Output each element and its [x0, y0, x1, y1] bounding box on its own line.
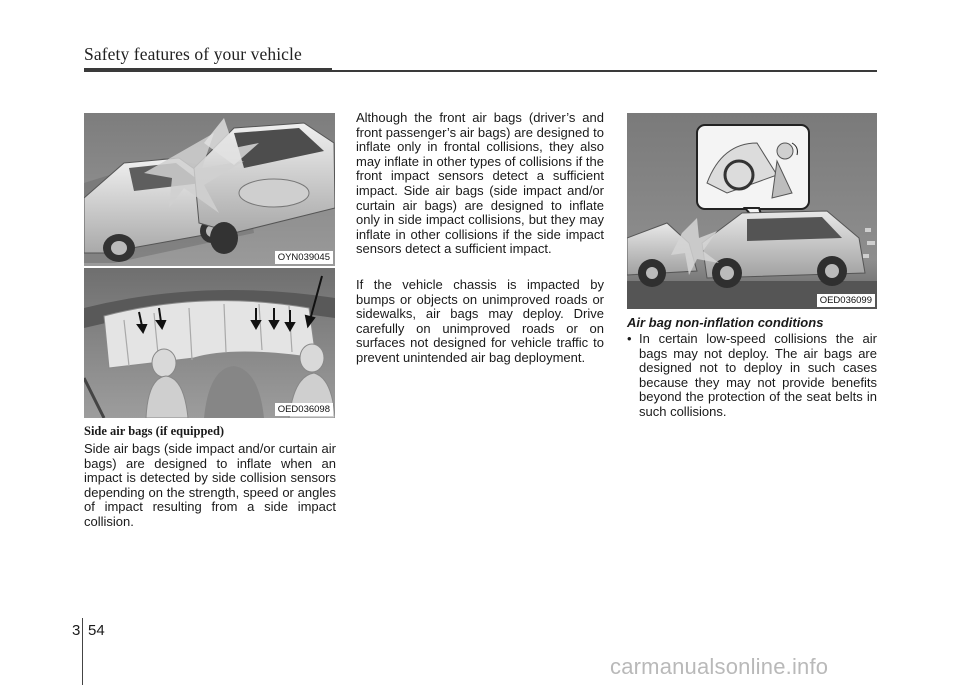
- side-airbags-heading: Side air bags (if equipped): [84, 424, 225, 438]
- chassis-paragraph: If the vehicle chassis is impacted by bumps or objects on unimproved roads or sidewalks, air bags may deploy. Drive carefully on unimproved roads or on surfaces not designed for vehicle traffic to prevent unintended air bag deployment.: [356, 277, 604, 365]
- low-speed-collision-figure: [627, 113, 877, 309]
- side-collision-illustration: [84, 113, 335, 266]
- low-speed-collision-illustration: [627, 113, 877, 309]
- non-inflation-heading: Air bag non-inflation conditions: [627, 315, 824, 330]
- page-header-title: Safety features of your vehicle: [84, 44, 302, 64]
- list-item: [627, 332, 877, 420]
- side-airbags-paragraph: Side air bags (side impact and/or curtain air bags) are designed to inflate when an impact is detected by side collision sensors depending on the strength, speed or angles of impact resulting from a side impact collision.: [84, 441, 336, 529]
- figure-code-label: OYN039045: [275, 251, 333, 264]
- bullet-text: In certain low-speed collisions the air bags may not deploy. The air bags are designed not to deploy in such cases because they may not provide benefits beyond the protection of the seat belts in such collisions.: [639, 331, 877, 419]
- page-number: 54: [88, 622, 105, 639]
- side-collision-figure: [84, 113, 335, 266]
- figure-code-label: OED036099: [817, 294, 875, 307]
- curtain-airbag-illustration: [84, 268, 335, 418]
- footer-rule: [82, 618, 83, 685]
- figure-code-label: OED036098: [275, 403, 333, 416]
- curtain-airbag-figure: [84, 268, 335, 418]
- chapter-number: 3: [72, 622, 81, 639]
- bullet-icon: •: [627, 331, 632, 346]
- header-rule-thin: [332, 70, 877, 72]
- inflation-paragraph: Although the front air bags (driver’s and front passenger’s air bags) are designed to inflate only in frontal collisions, they also may inflate in other types of collisions if the front impact sensors detect a sufficient impact. Side air bags (side impact and/or curtain air bags) are designed to inflate only in side impact collisions, but they may inflate in other collisions if the side impact sensors detect a sufficient impact.: [356, 110, 604, 257]
- header-rule-thick: [84, 68, 332, 72]
- watermark: carmanualsonline.info: [610, 654, 829, 679]
